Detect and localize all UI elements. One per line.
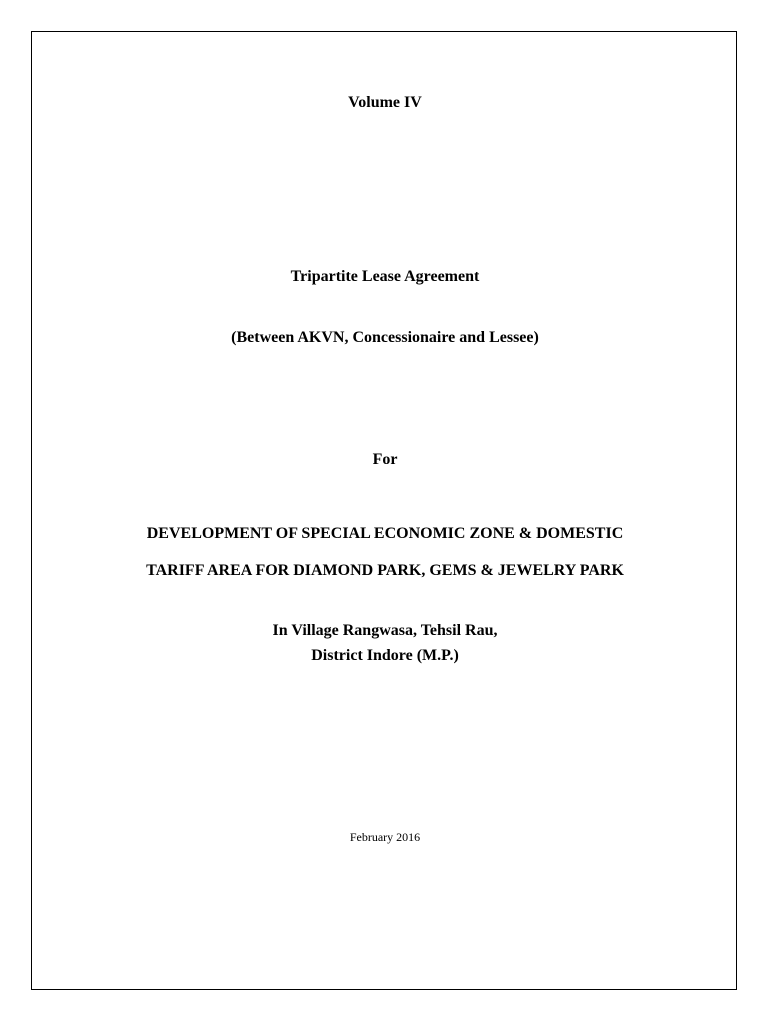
- location-line-1: In Village Rangwasa, Tehsil Rau,: [272, 622, 498, 639]
- page-border: [31, 31, 737, 990]
- location-line-2: District Indore (M.P.): [311, 647, 459, 664]
- document-date: February 2016: [349, 830, 421, 844]
- volume-label: Volume IV: [348, 94, 422, 111]
- project-title-line-2: TARIFF AREA FOR DIAMOND PARK, GEMS & JEWELRY PARK: [146, 562, 624, 579]
- parties-subtitle: (Between AKVN, Concessionaire and Lessee): [231, 329, 539, 346]
- project-title-line-1: DEVELOPMENT OF SPECIAL ECONOMIC ZONE & DOMESTIC: [146, 525, 624, 542]
- for-label: For: [372, 451, 398, 468]
- document-title: Tripartite Lease Agreement: [290, 268, 480, 285]
